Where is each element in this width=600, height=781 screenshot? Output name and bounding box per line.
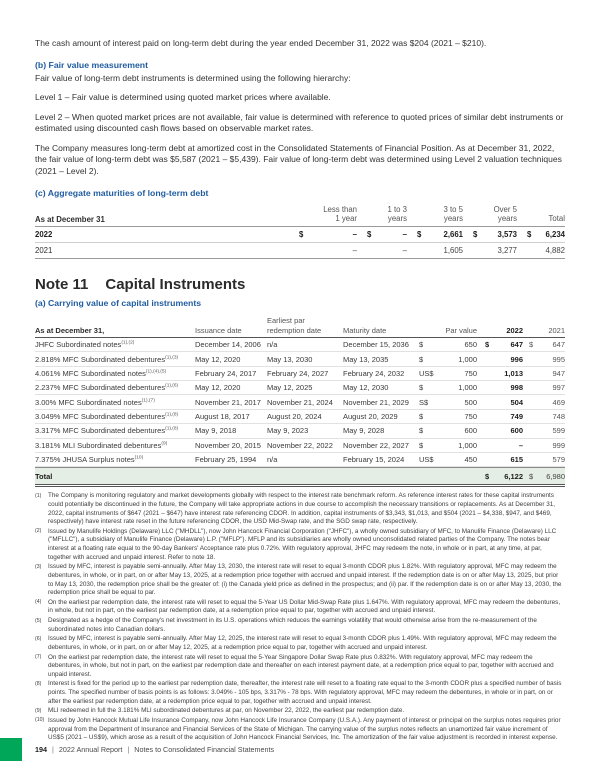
col-header-par: Par value — [445, 325, 477, 335]
par-amount: 750 — [464, 412, 477, 422]
instrument-label: 2.818% MFC Subordinated debentures — [35, 354, 166, 364]
maturity-col-header — [289, 205, 357, 224]
value-2022: – — [518, 440, 523, 450]
table-row — [35, 338, 565, 352]
footnote-marker: (8) — [35, 680, 42, 687]
table-row — [35, 410, 565, 424]
table-row — [35, 453, 565, 467]
footnote-marker: (1) — [35, 492, 42, 499]
redemption-date: May 12, 2025 — [267, 383, 313, 393]
footer-section-title: Notes to Consolidated Financial Statements — [134, 745, 275, 754]
footnote-text: Issued by MFC, interest is payable semi-annually. After May 13, 2030, the interest rate will reset to equal 3-month CDOR plus 1.82%. With regulatory approval, MFC may redeem the debentures, in whole, or in part, on or after May 13, 2025, at a redemption price together with accrued and unpaid interest. If the redemption date is on or after May 13, 2025, but prior to May 13, 2030, the redemption price shall be the greater of: (i) the Canada yield price as defined in the prospectus; and (ii) par. If the redemption date is on or after May 13, 2030, the redemption price shall be equal to par. — [48, 563, 562, 597]
value-cell — [517, 246, 565, 255]
table-bottom-rule — [35, 486, 565, 487]
instrument-name — [35, 398, 195, 407]
value-2022-cell — [477, 355, 523, 364]
table-row — [35, 243, 565, 259]
table-row — [35, 439, 565, 453]
footnote-ref: (1),(7) — [141, 398, 155, 404]
currency-symbol: $ — [485, 340, 490, 350]
value-2021: 599 — [552, 426, 565, 436]
par-amount: 1,000 — [458, 383, 477, 393]
value-cell — [289, 246, 357, 255]
footnote — [35, 635, 565, 652]
par-value-cell — [419, 412, 477, 421]
fair-value-heading: (b) Fair value measurement — [35, 60, 148, 71]
par-amount: 600 — [464, 426, 477, 436]
currency-symbol: $ — [419, 354, 424, 364]
spacer — [267, 472, 343, 481]
issuance-date: May 12, 2020 — [195, 383, 241, 393]
currency-symbol: $ — [485, 471, 490, 481]
redemption-date: May 9, 2023 — [267, 426, 309, 436]
capital-table-header — [35, 316, 565, 338]
maturity-date: May 9, 2028 — [343, 426, 385, 436]
cell-value: 2,661 — [443, 230, 463, 240]
maturity-col-header — [357, 205, 407, 224]
value-2021-cell — [523, 383, 565, 392]
table-row — [35, 381, 565, 395]
value-2022: 998 — [510, 383, 523, 393]
instrument-name — [35, 369, 195, 378]
currency-symbol: US$ — [419, 368, 434, 378]
maturity-date: May 12, 2030 — [343, 383, 389, 393]
level1-paragraph: Level 1 – Fair value is determined using quoted market prices where available. — [35, 92, 331, 103]
cell-value: 1,605 — [443, 246, 463, 256]
instrument-label: 3.317% MFC Subordinated debentures — [35, 426, 166, 436]
value-2022: 615 — [510, 455, 523, 465]
cell-value: 3,277 — [497, 246, 517, 256]
par-amount: 650 — [464, 340, 477, 350]
footnote-marker: (6) — [35, 635, 42, 642]
value-2021: 995 — [552, 354, 565, 364]
value-cell — [289, 230, 357, 239]
instrument-name — [35, 355, 195, 364]
redemption-date: November 21, 2024 — [267, 397, 333, 407]
issuance-date: May 12, 2020 — [195, 354, 241, 364]
value-2021-cell — [523, 455, 565, 464]
par-value-cell — [419, 426, 477, 435]
value-2022-cell — [477, 383, 523, 392]
table-row — [35, 367, 565, 381]
currency-symbol: $ — [419, 426, 424, 436]
footnote-marker: (5) — [35, 617, 42, 624]
value-2021-cell — [523, 369, 565, 378]
footnote — [35, 563, 565, 598]
currency-symbol: $ — [417, 230, 422, 240]
value-cell — [357, 230, 407, 239]
footnote-ref: (10) — [134, 455, 144, 461]
redemption-date: November 22, 2022 — [267, 440, 333, 450]
footnote — [35, 654, 565, 680]
maturity-col-header — [407, 205, 463, 224]
footnote-ref: (1),(8) — [165, 412, 179, 418]
page-number: 194 — [35, 745, 47, 754]
currency-symbol: $ — [473, 230, 478, 240]
value-2022-cell — [477, 441, 523, 450]
instrument-name — [35, 340, 195, 349]
maturity-col-header — [463, 205, 517, 224]
value-2021: 997 — [552, 383, 565, 393]
value-2021: 947 — [552, 368, 565, 378]
footnote-text: Issued by John Hancock Mutual Life Insurance Company, now John Hancock Life Insurance Company (U.S.A.). Any payment of interest or principal on the surplus notes requires prior approval from the Department of Insurance and Financial Services of the State of Michigan. The carrying value of the surplus notes reflects an unamortized fair value increment of US$5 (2021 – US$9), which arose as a result of the acquisition of John Hancock Financial Services, Inc. The amortization of the fair value adjustment is recorded in interest expense. — [48, 716, 561, 742]
value-2021-cell — [523, 426, 565, 435]
spacer — [195, 472, 267, 481]
currency-symbol: $ — [419, 440, 424, 450]
par-amount: 500 — [464, 397, 477, 407]
instrument-label: 3.049% MFC Subordinated debentures — [35, 412, 166, 422]
carrying-value-heading: (a) Carrying value of capital instruments — [35, 298, 202, 309]
value-2021-cell — [523, 412, 565, 421]
col-header-2022: 2022 — [506, 325, 523, 335]
footnote-ref: (1),(6) — [165, 383, 179, 389]
par-value-cell — [419, 441, 477, 450]
table-row — [35, 227, 565, 243]
maturity-date: November 22, 2027 — [343, 440, 409, 450]
maturity-row-label-header: As at December 31 — [35, 215, 105, 225]
total-2022: 6,122 — [504, 471, 523, 481]
cell-value: 4,882 — [545, 246, 565, 256]
footnote — [35, 528, 565, 563]
maturity-date: November 21, 2029 — [343, 397, 409, 407]
footer-separator: | — [52, 745, 54, 754]
currency-symbol: $ — [527, 230, 532, 240]
footnote — [35, 680, 565, 706]
footnote — [35, 617, 565, 634]
issuance-date: December 14, 2006 — [195, 340, 261, 350]
footnotes — [35, 492, 565, 743]
value-2021: 647 — [552, 340, 565, 350]
cell-value: – — [402, 230, 407, 240]
value-2021-cell — [523, 355, 565, 364]
footnote-text: Interest is fixed for the period up to the earliest par redemption date, thereafter, the interest rate will reset to a floating rate equal to the 3-month CDOR plus a specified number of basis points. The specified number of basis points is as follows: 3.049% - 105 bps, 3.317% - 78 bps. With regulatory approval, MFC may redeem the debentures, in whole or in part, on or after the earliest par redemption date, at a redemption price equal to par, together with accrued and unpaid interest. — [48, 680, 562, 705]
value-2022: 749 — [510, 412, 523, 422]
maturity-date: February 15, 2024 — [343, 455, 405, 465]
value-2021: 469 — [552, 397, 565, 407]
footnote-marker: (3) — [35, 563, 42, 570]
footnote-text: MLI redeemed in full the 3.181% MLI subordinated debentures at par, on November 22, 2022, the earliest par redemption date. — [48, 707, 405, 715]
issuance-date: August 18, 2017 — [195, 412, 250, 422]
footnote-text: The Company is monitoring regulatory and market developments globally with respect to the interest rate benchmark reform. As reference interest rates for these capital instruments could potentially be discontinued in the future, the Company will take appropriate actions in due course to accomplish the necessary transitions or replacements. As at December 31, 2022, capital instruments of $647 (2021 – $647) have interest rate referencing CDOR. In addition, capital instruments of $3,343, $1,013, and $504 (2021 – $4,338, $947, and $469, respectively) have interest rate reset in the future referencing CDOR, the USD Mid-Swap rate, and the SGD swap rate, respectively. — [48, 492, 556, 526]
value-cell — [517, 230, 565, 239]
col-header-line: years — [497, 214, 517, 224]
redemption-date: August 20, 2024 — [267, 412, 322, 422]
total-row — [35, 467, 565, 485]
footnote-marker: (7) — [35, 654, 42, 661]
par-amount: 1,000 — [458, 440, 477, 450]
par-value-cell — [419, 383, 477, 392]
maturity-date: December 15, 2036 — [343, 340, 409, 350]
footnote-marker: (4) — [35, 599, 42, 606]
note-heading — [35, 276, 565, 293]
col-header-line: 1 to 3 — [387, 204, 407, 214]
footnote-text: Issued by Manulife Holdings (Delaware) LLC ("MHDLL"), now John Hancock Financial Corporation ("JHFC"), a wholly owned subsidiary of MFC, to Manulife Finance (Delaware) LLC ("MFLLC"), a subsidiary of Manulife Finance (Delaware) L.P. ("MFLP"). MFLP and its subsidiaries are wholly owned unconsolidated related parties of the Company. The notes bear interest at a floating rate equal to the 90-day Bankers' Acceptance rate plus 0.72%. With regulatory approval, JHFC may redeem the note, in whole or in part, at any time, at par, together with accrued and unpaid interest. Refer to note 18. — [48, 527, 557, 561]
cell-value: – — [352, 246, 357, 256]
col-header-line: years — [387, 214, 407, 224]
col-header-line: redemption date — [267, 325, 322, 335]
value-2022-cell — [477, 455, 523, 464]
footnote-text: Designated as a hedge of the Company's net investment in its U.S. operations which reduces the earnings volatility that would otherwise arise from the re-measurement of the subordinated notes into Canadian dollars. — [48, 617, 537, 633]
total-label: Total — [35, 471, 53, 481]
currency-symbol: $ — [299, 230, 304, 240]
footnote-marker: (2) — [35, 528, 42, 535]
footnote — [35, 492, 565, 527]
fair-value-intro: Fair value of long-term debt instruments is determined using the following hierarchy: — [35, 72, 351, 83]
amortized-cost-paragraph: The Company measures long-term debt at amortized cost in the Consolidated Statements of Financial Position. As at December 31, 2022, the fair value of long-term debt was $5,587 (2021 – $5,439). Fair value of long-term debt was determined using Level 2 valuation techniques (2021 – Level 2). — [35, 143, 562, 176]
currency-symbol: US$ — [419, 455, 434, 465]
maturity-date: February 24, 2032 — [343, 368, 405, 378]
level2-paragraph: Level 2 – When quoted market prices are not available, fair value is determined with reference to quoted prices of similar debt instruments or estimated using discounted cash flows based on observable market rates. — [35, 112, 564, 134]
year-label: 2021 — [35, 246, 53, 256]
value-2021: 999 — [552, 440, 565, 450]
col-header-issuance: Issuance date — [195, 325, 242, 335]
issuance-date: November 21, 2017 — [195, 397, 261, 407]
value-2021-cell — [523, 398, 565, 407]
value-2022: 647 — [510, 340, 523, 350]
cell-value: 6,234 — [545, 230, 565, 240]
par-amount: 750 — [464, 368, 477, 378]
col-header-line: Over 5 — [493, 204, 517, 214]
table-row — [35, 395, 565, 409]
par-value-cell — [419, 340, 477, 349]
cell-value: – — [402, 246, 407, 256]
value-2022-cell — [477, 340, 523, 349]
value-2021: 579 — [552, 455, 565, 465]
instrument-label: 3.00% MFC Subordinated notes — [35, 397, 142, 407]
value-2022-cell — [477, 412, 523, 421]
redemption-date: February 24, 2027 — [267, 368, 329, 378]
footnote-text: On the earliest par redemption date, the interest rate will reset to equal the 5-Year Singapore Dollar Swap Rate plus 0.832%. With regulatory approval, MFC may redeem the debentures, in whole, but not in part, on the earliest par redemption date and thereafter on each interest payment date, at a redemption price equal to par, together with accrued and unpaid interest. — [48, 653, 554, 678]
currency-symbol: S$ — [419, 397, 429, 407]
par-value-cell — [419, 398, 477, 407]
currency-symbol: $ — [529, 471, 534, 481]
currency-symbol: $ — [529, 340, 534, 350]
maturity-date: August 20, 2029 — [343, 412, 398, 422]
currency-symbol: $ — [419, 412, 424, 422]
footer-green-block — [0, 738, 22, 761]
col-header-redemption — [267, 316, 343, 335]
value-2022: 600 — [510, 426, 523, 436]
value-2021: 748 — [552, 412, 565, 422]
instrument-label: 2.237% MFC Subordinated debentures — [35, 383, 166, 393]
footnote-ref: (1),(3) — [165, 355, 179, 361]
instrument-label: 4.061% MFC Subordinated notes — [35, 368, 146, 378]
instrument-name — [35, 426, 195, 435]
value-2022-cell — [477, 369, 523, 378]
value-cell — [407, 230, 463, 239]
currency-symbol: $ — [419, 340, 424, 350]
currency-symbol: $ — [419, 383, 424, 393]
footnote — [35, 599, 565, 616]
value-cell — [463, 230, 517, 239]
col-header-maturity: Maturity date — [343, 325, 387, 335]
redemption-date: May 13, 2030 — [267, 354, 313, 364]
par-amount: 1,000 — [458, 354, 477, 364]
table-row — [35, 424, 565, 438]
spacer — [419, 472, 477, 481]
total-2021: 6,980 — [546, 471, 565, 481]
currency-symbol: $ — [367, 230, 372, 240]
maturity-table — [35, 205, 565, 259]
footnote-text: On the earliest par redemption date, the interest rate will reset to equal the 5-Year US Dollar Mid-Swap Rate plus 1.647%. With regulatory approval, MFC may redeem the debentures, in whole, but not in part, on the earliest par redemption date, at a redemption price equal to par, together with accrued and unpaid interest. — [48, 598, 561, 615]
maturity-table-header — [35, 205, 565, 227]
par-value-cell — [419, 355, 477, 364]
issuance-date: November 20, 2015 — [195, 440, 261, 450]
col-header-line: 1 year — [335, 214, 357, 224]
value-2022-cell — [477, 398, 523, 407]
par-value-cell — [419, 369, 477, 378]
page-footer — [0, 738, 600, 761]
table-row — [35, 352, 565, 366]
total-2022-cell — [477, 472, 523, 481]
footer-separator: | — [127, 745, 130, 754]
col-header-name: As at December 31, — [35, 325, 105, 335]
col-header-line: Total — [548, 214, 565, 224]
issuance-date: February 24, 2017 — [195, 368, 257, 378]
footnote-ref: (1),(4),(5) — [145, 369, 167, 375]
capital-instruments-table — [35, 316, 565, 487]
issuance-date: May 9, 2018 — [195, 426, 237, 436]
note-title: Capital Instruments — [105, 276, 246, 294]
spacer — [343, 472, 419, 481]
issuance-date: February 25, 1994 — [195, 455, 257, 465]
instrument-name — [35, 412, 195, 421]
value-2022: 1,013 — [504, 368, 523, 378]
footnote-marker: (9) — [35, 707, 42, 714]
par-value-cell — [419, 455, 477, 464]
redemption-date: n/a — [267, 455, 278, 465]
par-amount: 450 — [464, 455, 477, 465]
value-cell — [463, 246, 517, 255]
instrument-name — [35, 441, 195, 450]
cell-value: 3,573 — [497, 230, 517, 240]
interest-paid-paragraph: The cash amount of interest paid on long-term debt during the year ended December 31, 2022 was $204 (2021 – $210). — [35, 38, 487, 48]
footnote-ref: (1),(8) — [165, 426, 179, 432]
footer-report-title: 2022 Annual Report — [58, 745, 123, 754]
footnote-marker: (10) — [35, 717, 45, 724]
col-header-2021: 2021 — [548, 325, 565, 335]
instrument-label: 3.181% MLI Subordinated debentures — [35, 440, 162, 450]
col-header-line: 3 to 5 — [443, 204, 463, 214]
maturity-date: May 13, 2035 — [343, 354, 389, 364]
instrument-label: 7.375% JHUSA Surplus notes — [35, 455, 135, 465]
instrument-label: JHFC Subordinated notes — [35, 340, 122, 350]
footer-text — [35, 745, 274, 754]
total-2021-cell — [523, 472, 565, 481]
value-2022: 504 — [510, 397, 523, 407]
value-2022: 996 — [510, 354, 523, 364]
value-cell — [407, 246, 463, 255]
col-header-line: years — [443, 214, 463, 224]
note-number: Note 11 — [35, 276, 89, 294]
value-2021-cell — [523, 441, 565, 450]
footnote — [35, 707, 565, 716]
footnote-text: Issued by MFC, interest is payable semi-annually. After May 12, 2025, the interest rate will reset to equal 3-month CDOR plus 1.49%. With regulatory approval, MFC may redeem the debentures, in whole, or in part, on or after May 12, 2025, at a redemption price equal to par, together with accrued and unpaid interest. — [48, 635, 557, 651]
maturity-col-header — [517, 214, 565, 224]
instrument-name — [35, 455, 195, 464]
redemption-date: n/a — [267, 340, 278, 350]
footnote-ref: (1),(2) — [121, 340, 135, 346]
col-header-line: Earliest par — [267, 316, 305, 326]
value-2022-cell — [477, 426, 523, 435]
cell-value: – — [352, 230, 357, 240]
value-2021-cell — [523, 340, 565, 349]
year-label: 2022 — [35, 230, 53, 240]
col-header-line: Less than — [323, 204, 357, 214]
aggregate-maturities-heading: (c) Aggregate maturities of long-term debt — [35, 187, 209, 198]
instrument-name — [35, 383, 195, 392]
footnote-ref: (9) — [161, 441, 168, 447]
value-cell — [357, 246, 407, 255]
